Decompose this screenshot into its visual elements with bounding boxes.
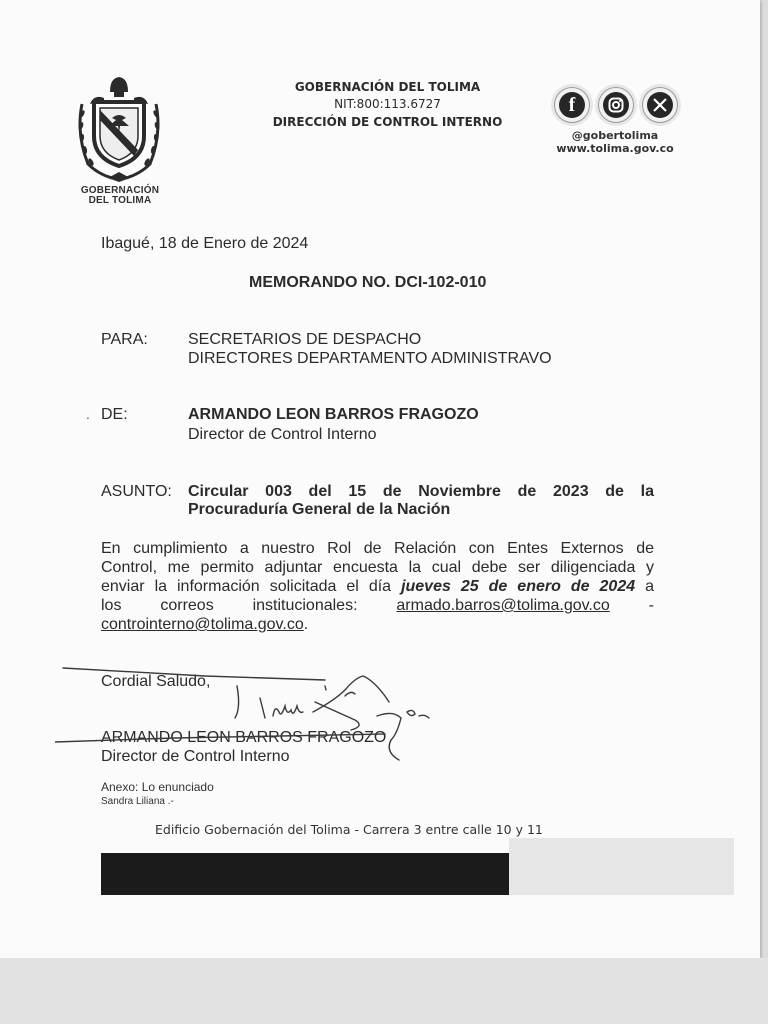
- social-handle: @gobertolima: [571, 129, 659, 142]
- body-line3-text: enviar la información solicitada el día: [101, 578, 402, 595]
- footer-light-bar: [509, 838, 734, 895]
- annex-note: Anexo: Lo enunciado: [101, 780, 214, 794]
- signatory-title: Director de Control Interno: [101, 748, 290, 765]
- facebook-icon: f: [554, 87, 590, 123]
- typist-initials: Sandra Liliana .-: [101, 796, 174, 807]
- body-line3: [101, 577, 654, 596]
- de-label: DE:: [101, 406, 128, 423]
- margin-dot: .: [86, 406, 90, 422]
- website-url: www.tolima.gov.co: [556, 142, 674, 155]
- subject-line1: Circular 003 del 15 de Noviembre de 2023 de la: [188, 483, 654, 500]
- closing-greeting: Cordial Saludo,: [101, 673, 211, 690]
- para-recipients-line1: SECRETARIOS DE DESPACHO: [188, 331, 422, 348]
- asunto-label: ASUNTO:: [101, 483, 172, 500]
- email-link-2[interactable]: controinterno@tolima.gov.co: [101, 616, 304, 633]
- instagram-icon: [598, 87, 634, 123]
- footer-dark-bar: [101, 853, 509, 895]
- crest-caption: [70, 186, 170, 206]
- para-recipients-line2: DIRECTORES DEPARTAMENTO ADMINISTRAVO: [188, 350, 552, 367]
- email-link-1[interactable]: armado.barros@tolima.gov.co: [396, 597, 610, 614]
- subject-line2: Procuraduría General de la Nación: [188, 501, 451, 518]
- footer-address: Edificio Gobernación del Tolima - Carrera 3 entre calle 10 y 11: [155, 822, 543, 837]
- body-paragraph: [101, 539, 654, 634]
- memo-date: Ibagué, 18 de Enero de 2024: [101, 235, 309, 252]
- body-line2: Control, me permito adjuntar encuesta la cual debe ser diligenciada y: [101, 559, 654, 576]
- org-name: GOBERNACIÓN DEL TOLIMA: [294, 80, 481, 94]
- memo-number: MEMORANDO NO. DCI-102-010: [249, 274, 487, 291]
- coat-of-arms-logo: [74, 74, 164, 186]
- handwritten-signature: [55, 660, 440, 770]
- body-line1: En cumplimiento a nuestro Rol de Relación con Entes Externos de: [101, 540, 654, 557]
- body-line4-text: los correos institucionales:: [101, 597, 397, 614]
- sender-name: ARMANDO LEON BARROS FRAGOZO: [188, 406, 479, 423]
- org-nit: NIT:800:113.6727: [334, 97, 441, 111]
- department-name: DIRECCIÓN DE CONTROL INTERNO: [272, 115, 503, 129]
- x-icon: [642, 87, 678, 123]
- body-line3-end: a: [635, 578, 655, 595]
- body-line5-end: .: [303, 616, 309, 633]
- body-line5: [101, 615, 654, 634]
- para-label: PARA:: [101, 331, 148, 348]
- scanner-background: [0, 958, 768, 1024]
- crest-caption-line2: DEL TOLIMA: [88, 195, 152, 206]
- body-line4: [101, 596, 654, 615]
- email-separator: -: [609, 597, 654, 614]
- due-date: jueves 25 de enero de 2024: [401, 578, 636, 595]
- crest-caption-line1: GOBERNACIÓN: [80, 185, 160, 196]
- sender-title: Director de Control Interno: [188, 426, 377, 443]
- signatory-name: ARMANDO LEON BARROS FRAGOZO: [101, 729, 387, 746]
